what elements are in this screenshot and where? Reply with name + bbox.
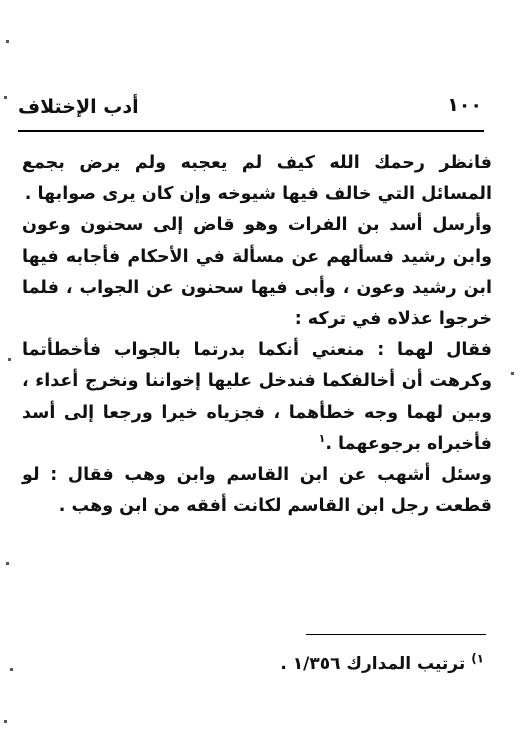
running-title: أدب الإختلاف (18, 96, 139, 118)
footnote (280, 651, 484, 674)
body-text (22, 148, 492, 522)
margin-speck (6, 562, 9, 565)
paragraph-1: فانظر رحمك الله كيف لم يعجبه ولم يرض بجمع المسائل التي خالف فيها شيوخه وإن كان يرى صوابها . (22, 153, 492, 205)
margin-speck (8, 358, 11, 361)
margin-speck (4, 720, 7, 723)
footnote-marker: ١ (318, 432, 326, 445)
footnote-text: ترتيب المدارك ١/٣٥٦ . (280, 654, 466, 674)
paragraph-3: فقال لهما : منعني أنكما بدرتما بالجواب فأخطأتما وكرهت أن أخالفكما فندخل عليها إخواننا ونخرج أعداء ، وبين لهما وجه خطأهما ، فجزياه خيرا ورجعا إلى أسد فأخبراه برجوعهما .$^١$ (22, 340, 492, 454)
paragraph-4: وسئل أشهب عن ابن القاسم وابن وهب فقال : لو قطعت رجل ابن القاسم لكانت أفقه من ابن وهب . (22, 465, 492, 517)
header-rule (18, 130, 484, 132)
margin-speck (6, 40, 9, 43)
margin-speck (10, 668, 13, 671)
paragraph-2: وأرسل أسد بن الفرات وهو قاض إلى سحنون وعون وابن رشيد فسألهم عن مسألة في الأحكام فأجابه فيها ابن رشيد وعون ، وأبى فيها سحنون عن الجواب ، فلما خرجوا عذلاه في تركه : (22, 215, 492, 330)
margin-speck (4, 96, 7, 99)
page-header (18, 88, 488, 128)
margin-speck (511, 372, 514, 375)
page-number: ١٠٠ (447, 94, 482, 116)
footnote-number: ١) (471, 651, 484, 666)
footnote-rule (306, 634, 486, 635)
